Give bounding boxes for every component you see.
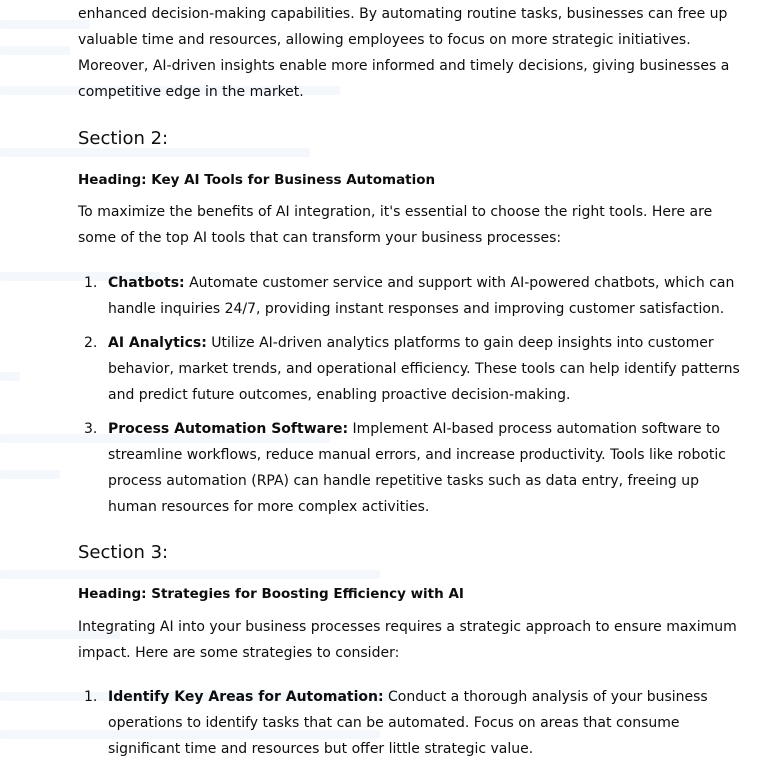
list-item-number: 2. [84, 335, 98, 351]
list-item-term: Identify Key Areas for Automation: [108, 689, 384, 705]
list-item-number: 1. [84, 275, 98, 291]
section-3-title: Section 3: [78, 542, 169, 563]
list-item [78, 330, 748, 408]
section-3-intro: Integrating AI into your business processes requires a strategic approach to ensure maximum impact. Here are some strategies to consider: [78, 619, 737, 661]
list-item-text: Automate customer service and support with AI-powered chatbots, which can handle inquiries 24/7, providing instant responses and improving customer satisfaction. [108, 275, 735, 317]
list-item [78, 684, 748, 762]
list-item-term: Process Automation Software: [108, 421, 349, 437]
section-3-list [78, 684, 748, 762]
list-item-text: Conduct a thorough analysis of your business operations to identify tasks that can be automated. Focus on areas that consume significant time and resources but offer little strategic value. [108, 689, 708, 757]
list-item-term: AI Analytics: [108, 335, 207, 351]
list-item-number: 1. [84, 689, 98, 705]
list-item-term: Chatbots: [108, 275, 185, 291]
list-item [78, 270, 748, 322]
list-item [78, 416, 748, 520]
section-2-heading: Heading: Key AI Tools for Business Automation [78, 172, 436, 188]
list-item-number: 3. [84, 421, 98, 437]
section-3-heading: Heading: Strategies for Boosting Efficiency with AI [78, 586, 464, 602]
intro-paragraph: enhanced decision-making capabilities. By automating routine tasks, businesses can free up valuable time and resources, allowing employees to focus on more strategic initiatives. Moreover, AI-driven insights enable more informed and timely decisions, giving businesses a competitive edge in the market. [78, 6, 730, 100]
list-item-text: Implement AI-based process automation software to streamline workflows, reduce manual errors, and increase productivity. Tools like robotic process automation (RPA) can handle repetitive tasks such as data entry, freeing up human resources for more complex activities. [108, 421, 727, 515]
list-item-text: Utilize AI-driven analytics platforms to gain deep insights into customer behavior, market trends, and operational efficiency. These tools can help identify patterns and predict future outcomes, enabling proactive decision-making. [108, 335, 740, 403]
section-2-title: Section 2: [78, 128, 169, 149]
section-2-list [78, 270, 748, 520]
section-2-intro: To maximize the benefits of AI integration, it's essential to choose the right tools. Here are some of the top AI tools that can transform your business processes: [78, 204, 713, 246]
